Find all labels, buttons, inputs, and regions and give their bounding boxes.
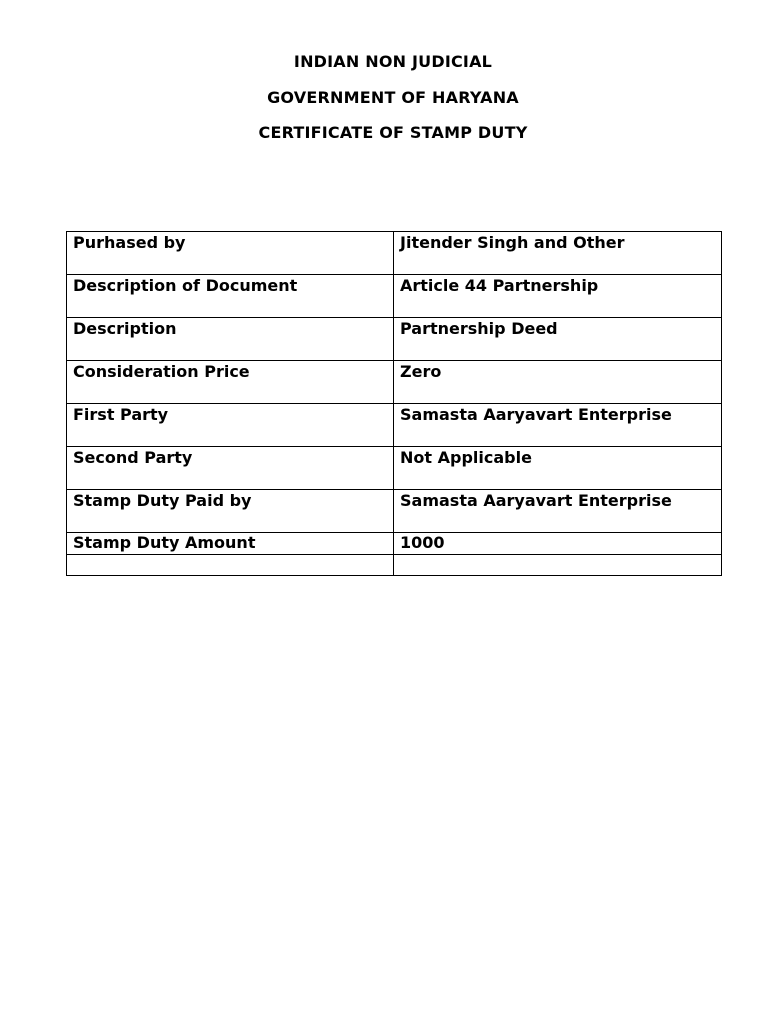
header-title-line2: GOVERNMENT OF HARYANA — [267, 88, 519, 107]
empty-cell — [394, 555, 722, 576]
table-row — [67, 275, 722, 318]
table-row — [67, 232, 722, 275]
row-label: Purhased by — [67, 232, 394, 275]
row-label: Stamp Duty Paid by — [67, 490, 394, 533]
row-label: First Party — [67, 404, 394, 447]
empty-cell — [67, 555, 394, 576]
row-label: Description of Document — [67, 275, 394, 318]
table-row — [67, 404, 722, 447]
row-value: Jitender Singh and Other — [394, 232, 722, 275]
row-label: Description — [67, 318, 394, 361]
row-value: 1000 — [394, 533, 722, 555]
table-row — [67, 447, 722, 490]
table-row — [67, 318, 722, 361]
row-label: Consideration Price — [67, 361, 394, 404]
row-label: Second Party — [67, 447, 394, 490]
row-value: Partnership Deed — [394, 318, 722, 361]
row-label: Stamp Duty Amount — [67, 533, 394, 555]
stamp-duty-table — [66, 231, 722, 576]
row-value: Samasta Aaryavart Enterprise — [394, 404, 722, 447]
row-value: Samasta Aaryavart Enterprise — [394, 490, 722, 533]
header-title-line3: CERTIFICATE OF STAMP DUTY — [258, 123, 528, 142]
table-row — [67, 533, 722, 555]
row-value: Article 44 Partnership — [394, 275, 722, 318]
table-row — [67, 490, 722, 533]
row-value: Zero — [394, 361, 722, 404]
row-value: Not Applicable — [394, 447, 722, 490]
table-row — [67, 361, 722, 404]
table-row-empty — [67, 555, 722, 576]
header-title-line1: INDIAN NON JUDICIAL — [293, 52, 493, 71]
